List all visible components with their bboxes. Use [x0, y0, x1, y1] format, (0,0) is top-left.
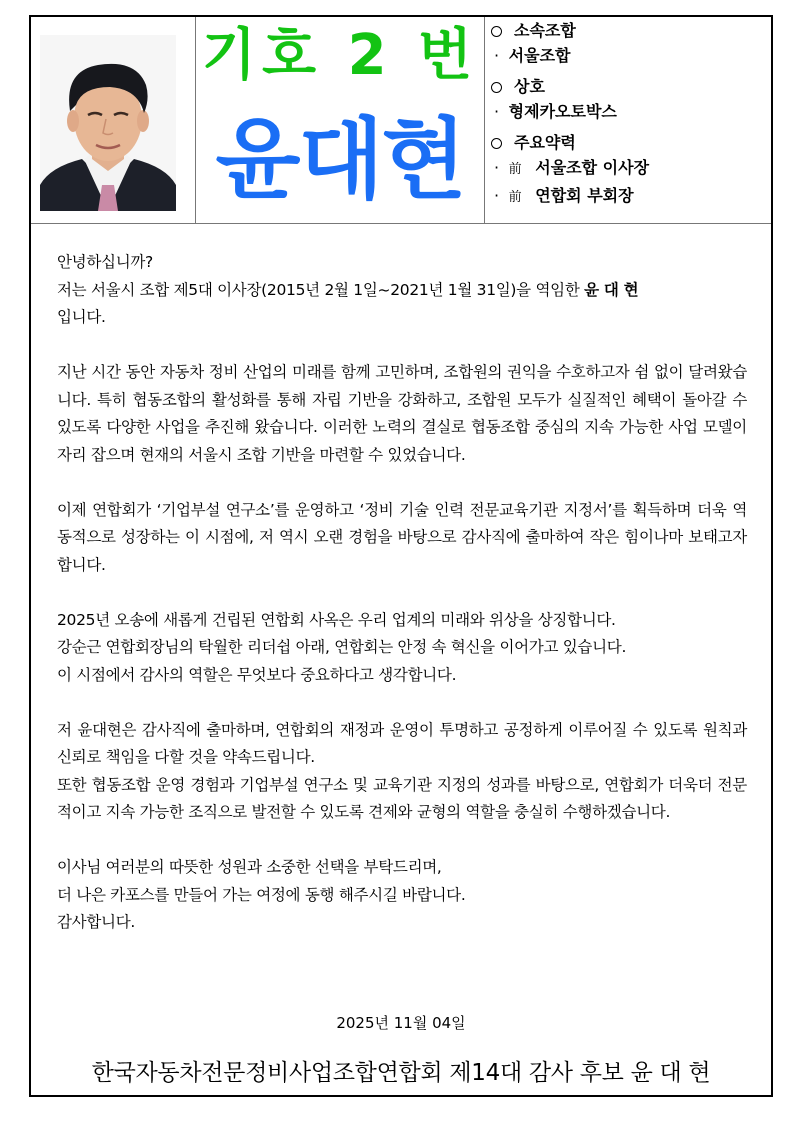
candidate-photo — [40, 35, 176, 211]
letter-body — [57, 249, 747, 964]
campaign-flyer — [29, 15, 773, 1097]
paragraph-motivation: 이제 연합회가 ‘기업부설 연구소’를 운영하고 ‘정비 기술 인력 전문교육기관 지정서’를 획득하며 더욱 역동적으로 성장하는 이 시점에, 저 역시 오랜 경험을 바탕으로 감사직에 출마하여 작은 힘이나마 보태고자 합니다. — [57, 500, 747, 574]
title-cell — [196, 17, 485, 223]
paragraph-pledge: 저 윤대현은 감사직에 출마하며, 연합회의 재정과 운영이 투명하고 공정하게 이루어질 수 있도록 원칙과 신뢰로 책임을 다할 것을 약속드립니다. 또한 협동조합 운영 경험과 기업부설 연구소 및 교육기관 지정의 성과를 바탕으로, 연합회가 더욱더 전문적이고 지속 가능한 조직으로 발전할 수 있도록 견제와 균형의 역할을 충실히 수행하겠습니다. — [57, 720, 747, 821]
ballot-number: 기호 2 번 — [201, 23, 479, 88]
info-item — [491, 183, 771, 211]
header-row — [31, 17, 771, 224]
former-prefix: 前 — [508, 162, 522, 177]
circle-bullet-icon — [491, 82, 502, 93]
former-prefix: 前 — [508, 190, 522, 205]
info-affiliation — [491, 19, 771, 69]
info-item — [491, 43, 771, 69]
info-item-text: 연합회 부회장 — [535, 186, 634, 205]
candidate-info — [485, 17, 771, 223]
info-item-text: 서울조합 이사장 — [535, 158, 650, 177]
greeting-line: 안녕하십니까? — [57, 253, 153, 271]
paragraph-history: 지난 시간 동안 자동차 정비 산업의 미래를 함께 고민하며, 조합원의 권익을 수호하고자 쉼 없이 달려왔습니다. 특히 협동조합의 활성화를 통해 자립 기반을 강화하고, 조합원 모두가 실질적인 혜택이 돌아갈 수 있도록 다양한 사업을 추진해 왔습니다. 이러한 노력의 결실로 협동조합 중심의 지속 가능한 사업 모델이 자리 잡으며 현재의 서울시 조합 기반을 마련할 수 있었습니다. — [57, 363, 747, 464]
middle-dot-bullet: · — [494, 158, 500, 177]
paragraph-context: 2025년 오송에 새롭게 건립된 연합회 사옥은 우리 업계의 미래와 위상을 상징합니다. 강순근 연합회장님의 탁월한 리더쉽 아래, 연합회는 안정 속 혁신을 이어가고 있습니다. 이 시점에서 감사의 역할은 무엇보다 중요하다고 생각합니다. — [57, 610, 627, 684]
intro-line: 저는 서울시 조합 제5대 이사장(2015년 2월 1일~2021년 1월 31일)을 역임한 윤 대 현 — [57, 280, 639, 299]
info-heading-business: 상호 — [514, 77, 545, 96]
candidate-name: 윤대현 — [215, 108, 465, 211]
info-career — [491, 131, 771, 211]
info-item-text: 형제카오토박스 — [508, 102, 617, 121]
middle-dot-bullet: · — [494, 46, 500, 65]
info-heading-affiliation: 소속조합 — [514, 21, 576, 40]
bold-candidate-name: 윤 대 현 — [584, 280, 639, 299]
middle-dot-bullet: · — [494, 186, 500, 205]
letter-date: 2025년 11월 04일 — [336, 1014, 466, 1032]
circle-bullet-icon — [491, 138, 502, 149]
portrait-image — [40, 35, 176, 211]
circle-bullet-icon — [491, 26, 502, 37]
signature-footer: 한국자동차전문정비사업조합연합회 제14대 감사 후보 윤 대 현 — [91, 1060, 711, 1086]
info-heading-career: 주요약력 — [514, 133, 576, 152]
paragraph-closing: 이사님 여러분의 따뜻한 성원과 소중한 선택을 부탁드리며, 더 나은 카포스를 만들어 가는 여정에 동행 해주시길 바랍니다. 감사합니다. — [57, 858, 466, 931]
middle-dot-bullet: · — [494, 102, 500, 121]
info-item — [491, 155, 771, 183]
info-item-text: 서울조합 — [508, 46, 571, 65]
intro-end-line: 입니다. — [57, 308, 106, 326]
info-item — [491, 99, 771, 125]
paragraph-greeting — [57, 249, 747, 332]
info-business — [491, 75, 771, 125]
photo-cell — [31, 17, 196, 223]
